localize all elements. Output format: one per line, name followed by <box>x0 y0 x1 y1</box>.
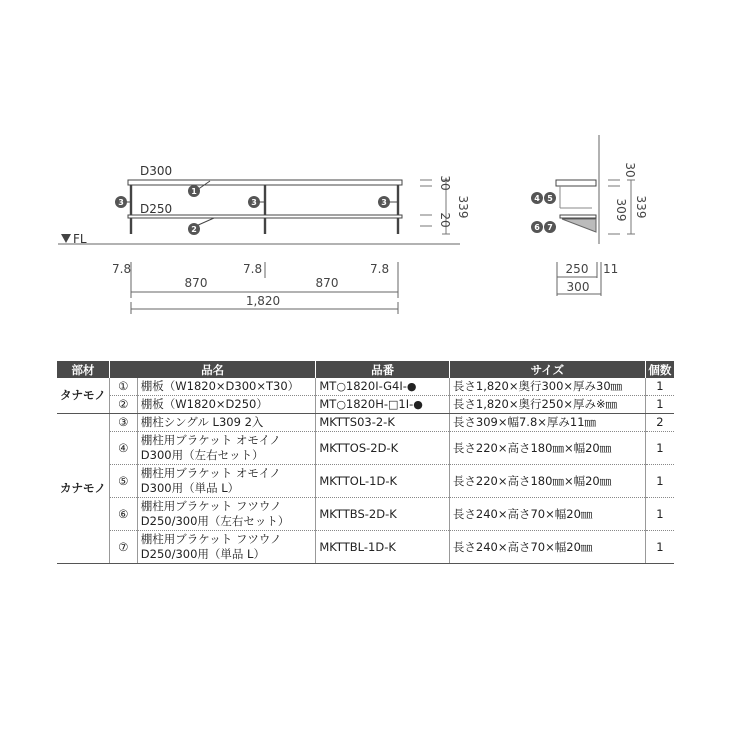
category-kanamono: カナモノ <box>57 414 109 564</box>
lower-bracket <box>562 219 596 232</box>
part-name: 棚板（W1820×D250） <box>137 396 316 414</box>
svg-text:3: 3 <box>118 198 124 207</box>
dim-250-side: 250 <box>565 262 589 276</box>
part-name: 棚柱用ブラケット オモイノ D300用（左右セット） <box>137 432 316 465</box>
part-name: 棚柱用ブラケット フツウノ D250/300用（単品 L） <box>137 531 316 564</box>
part-size: 長さ220×高さ180㎜×幅20㎜ <box>449 432 645 465</box>
shelf-drawing <box>0 0 730 360</box>
dim-span-a: 870 <box>184 276 208 290</box>
variant-circle-icon: ○ <box>336 380 346 393</box>
row-number: ④ <box>109 432 137 465</box>
table-row <box>57 378 674 396</box>
header-size: サイズ <box>449 361 645 378</box>
part-name: 棚柱用ブラケット オモイノ D300用（単品 L） <box>137 465 316 498</box>
part-qty: 1 <box>645 396 674 414</box>
table-row <box>57 498 674 531</box>
dim-30-front: 30 <box>438 175 452 191</box>
callout-3-left <box>115 196 127 208</box>
part-name: 棚柱シングル L309 2入 <box>137 414 316 432</box>
part-code: MKTTOL-1D-K <box>316 465 450 498</box>
variant-filled-circle-icon: ● <box>413 398 423 411</box>
table-row <box>57 432 674 465</box>
part-qty: 1 <box>645 531 674 564</box>
dim-309-side: 309 <box>614 198 628 222</box>
svg-text:3: 3 <box>251 198 257 207</box>
dim-30-side: 30 <box>623 162 637 178</box>
floor-level-triangle <box>61 234 71 243</box>
row-number: ③ <box>109 414 137 432</box>
top-shelf <box>128 180 402 185</box>
part-code: MT○1820I-G4I-● <box>316 378 450 396</box>
row-number: ⑤ <box>109 465 137 498</box>
part-code: MT○1820H-□1I-● <box>316 396 450 414</box>
callout-6 <box>531 221 543 233</box>
side-top-shelf <box>556 180 596 186</box>
part-qty: 1 <box>645 465 674 498</box>
dim-post-a: 7.8 <box>112 262 132 276</box>
table-row <box>57 531 674 564</box>
variant-square-icon: □ <box>388 398 399 411</box>
d300-label: D300 <box>140 164 173 178</box>
part-size: 長さ220×高さ180㎜×幅20㎜ <box>449 465 645 498</box>
table-header-row <box>57 361 674 378</box>
variant-circle-icon: ○ <box>336 398 346 411</box>
dim-339-side: 339 <box>634 195 648 219</box>
part-code: MKTTBL-1D-K <box>316 531 450 564</box>
row-number: ⑥ <box>109 498 137 531</box>
header-qty: 個数 <box>645 361 674 378</box>
part-size: 長さ240×高さ70×幅20㎜ <box>449 531 645 564</box>
part-qty: 1 <box>645 432 674 465</box>
dim-post-c: 7.8 <box>370 262 390 276</box>
dim-20-front: 20 <box>438 212 452 228</box>
part-size: 長さ309×幅7.8×厚み11㎜ <box>449 414 645 432</box>
part-code: MKTTBS-2D-K <box>316 498 450 531</box>
part-name: 棚柱用ブラケット フツウノ D250/300用（左右セット） <box>137 498 316 531</box>
header-code: 品番 <box>316 361 450 378</box>
callout-3-right <box>378 196 390 208</box>
svg-text:6: 6 <box>534 223 540 232</box>
dim-300-side: 300 <box>566 280 590 294</box>
callout-1 <box>188 185 200 197</box>
svg-text:5: 5 <box>547 194 553 203</box>
svg-text:4: 4 <box>534 194 540 203</box>
callout-4 <box>531 192 543 204</box>
table-row <box>57 414 674 432</box>
d250-label: D250 <box>140 202 173 216</box>
callout-3-middle <box>248 196 260 208</box>
part-size: 長さ240×高さ70×幅20㎜ <box>449 498 645 531</box>
callout-5 <box>544 192 556 204</box>
part-code: MKTTS03-2-K <box>316 414 450 432</box>
part-name: 棚板（W1820×D300×T30） <box>137 378 316 396</box>
part-qty: 1 <box>645 378 674 396</box>
part-qty: 2 <box>645 414 674 432</box>
row-number: ② <box>109 396 137 414</box>
part-size: 長さ1,820×奥行300×厚み30㎜ <box>449 378 645 396</box>
callout-7 <box>544 221 556 233</box>
part-size: 長さ1,820×奥行250×厚み※㎜ <box>449 396 645 414</box>
header-name: 品名 <box>109 361 315 378</box>
row-number: ① <box>109 378 137 396</box>
table-row <box>57 396 674 414</box>
dim-span-b: 870 <box>315 276 339 290</box>
dim-11-side: 11 <box>603 262 619 276</box>
table-row <box>57 465 674 498</box>
parts-table <box>57 361 674 564</box>
callout-2 <box>188 223 200 235</box>
dim-total: 1,820 <box>245 294 281 308</box>
dim-post-b: 7.8 <box>243 262 263 276</box>
dim-339-front: 339 <box>456 195 470 219</box>
part-qty: 1 <box>645 498 674 531</box>
svg-text:3: 3 <box>381 198 387 207</box>
svg-text:2: 2 <box>191 225 197 234</box>
svg-text:7: 7 <box>547 223 553 232</box>
header-category: 部材 <box>57 361 109 378</box>
svg-text:1: 1 <box>191 187 197 196</box>
category-tanamono: タナモノ <box>57 378 109 414</box>
row-number: ⑦ <box>109 531 137 564</box>
floor-level-label: FL <box>73 232 87 246</box>
variant-filled-circle-icon: ● <box>406 380 417 393</box>
part-code: MKTTOS-2D-K <box>316 432 450 465</box>
side-lower-shelf <box>560 215 596 218</box>
